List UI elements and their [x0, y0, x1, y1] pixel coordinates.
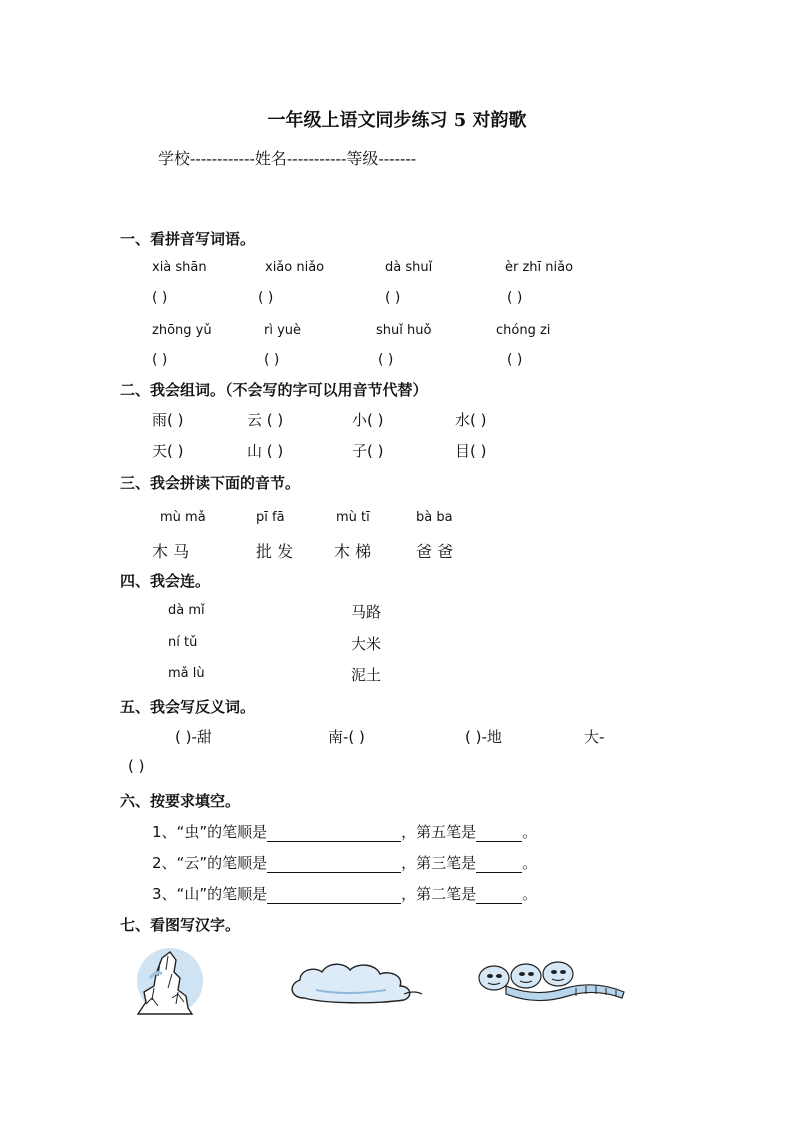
pinyin-item: xiǎo niǎo [265, 260, 325, 275]
answer-blank[interactable]: ( ) [385, 290, 401, 306]
pinyin-item: shuǐ huǒ [376, 323, 432, 338]
word-blank[interactable]: 天( ) [152, 442, 184, 460]
pinyin-item: bà ba [416, 510, 453, 525]
answer-blank[interactable]: ( ) [258, 290, 274, 306]
answer-blank[interactable]: ( ) [264, 352, 280, 368]
question-text: 。 [522, 823, 538, 841]
stroke-order-question-1 [152, 821, 537, 842]
section-6-heading: 六、按要求填空。 [120, 792, 241, 810]
question-text: 。 [522, 885, 538, 903]
word-blank[interactable]: 水( ) [455, 411, 487, 429]
stroke-order-question-3 [152, 883, 537, 904]
hanzi-item: 木 马 [152, 542, 190, 561]
pinyin-item: zhōng yǔ [152, 323, 212, 338]
word-blank[interactable]: 山 ( ) [247, 442, 284, 460]
pinyin-item: rì yuè [264, 323, 302, 338]
question-text: 2、“云”的笔顺是 [152, 854, 268, 872]
question-text: ，第二笔是 [401, 885, 477, 903]
hanzi-item: 木 梯 [334, 542, 372, 561]
answer-blank[interactable]: ( ) [152, 290, 168, 306]
question-text: 1、“虫”的笔顺是 [152, 823, 268, 841]
answer-blank[interactable]: ( ) [507, 352, 523, 368]
match-left-item[interactable]: mǎ lù [168, 666, 205, 681]
match-left-item[interactable]: dà mǐ [168, 603, 205, 618]
match-right-item[interactable]: 马路 [351, 603, 382, 621]
question-text: 。 [522, 854, 538, 872]
word-blank[interactable]: 小( ) [352, 411, 384, 429]
mountain-picture [132, 948, 208, 1018]
pinyin-item: mù tī [336, 510, 370, 525]
stroke-order-question-2 [152, 852, 537, 873]
answer-blank[interactable]: ( ) [378, 352, 394, 368]
pinyin-item: èr zhī niǎo [505, 260, 574, 275]
section-7-heading: 七、看图写汉字。 [120, 916, 241, 934]
section-1-heading: 一、看拼音写词语。 [120, 230, 256, 248]
question-text: ，第三笔是 [401, 854, 477, 872]
hanzi-item: 爸 爸 [416, 542, 454, 561]
match-right-item[interactable]: 泥土 [351, 666, 382, 684]
answer-line[interactable] [476, 827, 522, 842]
answer-line[interactable] [267, 858, 401, 873]
student-info-line: 学校------------姓名-----------等级------- [158, 149, 417, 168]
caterpillar-picture [476, 958, 628, 1004]
match-left-item[interactable]: ní tǔ [168, 635, 198, 650]
pinyin-item: chóng zi [496, 323, 551, 338]
answer-line[interactable] [476, 858, 522, 873]
answer-blank[interactable]: ( ) [152, 352, 168, 368]
antonym-blank[interactable]: 南-( ) [328, 728, 365, 746]
answer-blank[interactable]: ( ) [507, 290, 523, 306]
antonym-blank[interactable]: ( ) [128, 757, 145, 775]
answer-line[interactable] [267, 827, 401, 842]
word-blank[interactable]: 子( ) [352, 442, 384, 460]
word-blank[interactable]: 云 ( ) [247, 411, 284, 429]
question-text: 3、“山”的笔顺是 [152, 885, 268, 903]
pinyin-item: xià shān [152, 260, 207, 275]
antonym-blank[interactable]: 大- [584, 728, 605, 746]
pinyin-item: pī fā [256, 510, 285, 525]
word-blank[interactable]: 目( ) [455, 442, 487, 460]
question-text: ，第五笔是 [401, 823, 477, 841]
pinyin-item: mù mǎ [160, 510, 206, 525]
word-blank[interactable]: 雨( ) [152, 411, 184, 429]
answer-line[interactable] [476, 889, 522, 904]
match-right-item[interactable]: 大米 [351, 635, 382, 653]
answer-line[interactable] [267, 889, 401, 904]
pinyin-item: dà shuǐ [385, 260, 433, 275]
section-4-heading: 四、我会连。 [120, 572, 211, 590]
section-3-heading: 三、我会拼读下面的音节。 [120, 474, 301, 492]
antonym-blank[interactable]: ( )-地 [465, 728, 502, 746]
page-title: 一年级上语文同步练习 5 对韵歌 [267, 110, 527, 131]
cloud-picture [286, 960, 426, 1006]
antonym-blank[interactable]: ( )-甜 [175, 728, 212, 746]
section-5-heading: 五、我会写反义词。 [120, 698, 256, 716]
section-2-heading: 二、我会组词。（不会写的字可以用音节代替） [120, 381, 428, 399]
hanzi-item: 批 发 [256, 542, 294, 561]
